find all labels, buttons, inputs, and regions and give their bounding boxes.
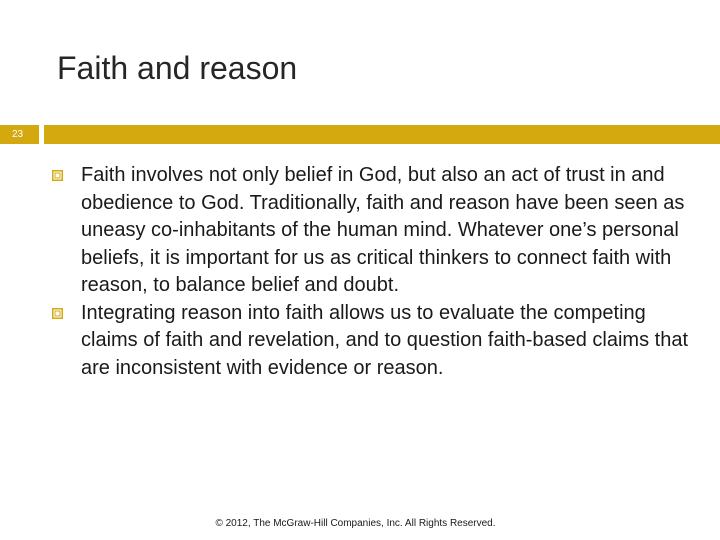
slide-number: 23 [12,129,24,140]
bullet-item [60,300,700,383]
title-divider-bar [44,125,720,144]
slide-title: Faith and reason [57,50,298,86]
bullet-list [60,162,700,382]
hollow-square-bullet-icon [52,308,63,319]
hollow-square-bullet-icon [52,170,63,181]
copyright-footer: © 2012, The McGraw-Hill Companies, Inc. All Rights Reserved. [215,518,496,529]
bullet-text: Integrating reason into faith allows us to evaluate the competing claims of faith and revelation, and to question faith-based claims that are inconsistent with evidence or reason. [81,301,689,379]
bullet-item [60,162,700,300]
bullet-text: Faith involves not only belief in God, but also an act of trust in and obedience to God. Traditionally, faith and reason have been seen as uneasy co-inhabitants of the human mind. Whatever one’s personal beliefs, it is important for us as critical thinkers to connect faith with reason, to balance belief and doubt. [81,164,685,296]
